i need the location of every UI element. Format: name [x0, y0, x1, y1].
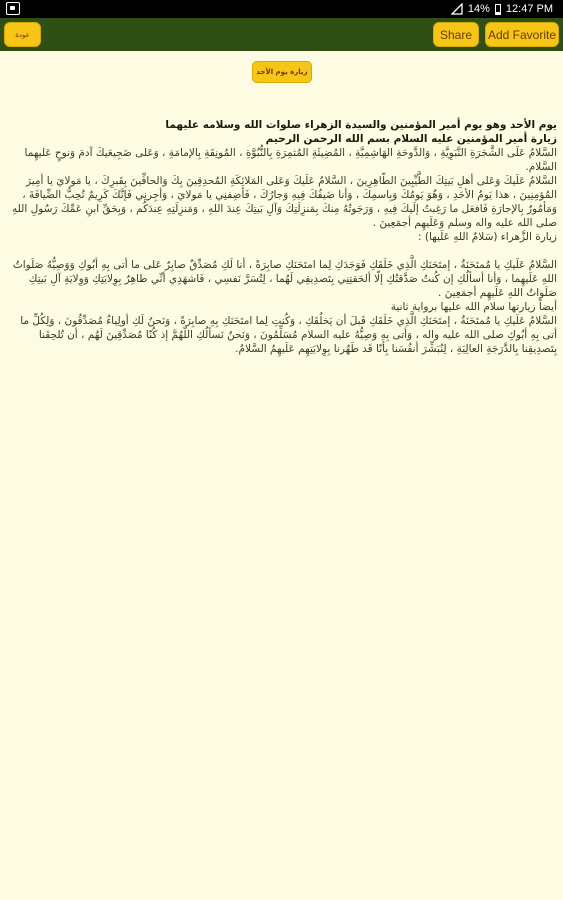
toolbar: [0, 18, 563, 51]
battery-percent: 14%: [467, 3, 490, 15]
status-bar: [0, 0, 563, 18]
signal-icon: [451, 3, 463, 15]
text-paragraph: السَّلامُ عَلَيكِ يا مُمتَحَنَةُ ، إمتَحَنَكِ الَّذِي خَلَقَكِ فَوَجَدَكِ لِما امتَحَنَكِ صابِرَةً ، أنا لَكِ مُصَدِّقٌ صابِرٌ عَلى ما أتى بِهِ أبُوكِ وَوَصِيُّهُ صَلَواتُ اللهِ عَلَيهِما ، وَأنا أسألُكِ إن كُنتُ صَدَّقتُكِ إلّا ألحَقتِنِي بِتَصدِيقِي لَهُما ، لِتُسَرَّ نَفسِي ، فَاشهَدِي أنِّي طاهِرٌ بِوِلايَتِكِ وَوِلايَةِ آلِ بَيتِكِ صَلَواتُ اللهِ عَلَيهِم أجمَعِينَ .: [12, 259, 557, 299]
prayer-text: [5, 118, 557, 356]
text-paragraph: زيارة أمير المؤمنين عليه السلام بسم الله الرحمن الرحيم: [265, 133, 557, 145]
text-paragraph: السَّلامُ عَلَيكَ وَعَلى أهلِ بَيتِكَ الطَّيِّبِينَ الطّاهِرِينَ ، السَّلامُ عَلَيكَ وَعَلى المَلائِكَةِ المُحدِقِينَ بِكَ وَالحافِّينَ بِقَبرِكَ ، يا مَولايَ يا أمِيرَ المُؤمِنِينَ ، هذا يَومُ الأحَدِ ، وَهُوَ يَومُكَ وَبِاسمِكَ ، وَأنا ضَيفُكَ فِيهِ وَجارُكَ ، فَأضِفنِي يا مَولايَ ، وَأجِرنِي فَإنَّكَ كَرِيمٌ تُحِبُّ الضِّيافَةَ ، وَمَأمُورٌ بِالإجارَةِ فَافعَل ما رَغِبتُ إلَيكَ فِيهِ ، وَرَجَوتُهُ مِنكَ بِمَنزِلَتِكَ وَآلِ بَيتِكَ عِندَ اللهِ ، وَمَنزِلَتِهِ عِندَكُم ، وَبِحَقِّ ابنِ عَمِّكَ رَسُولِ اللهِ صلى الله عليه واله وسلم وَعَلَيهِم أجمَعِينَ .: [12, 175, 557, 229]
add-favorite-button[interactable]: Add Favorite: [485, 22, 559, 47]
text-paragraph: السَّلامُ عَلَيكِ يا مُمتَحَنَةُ ، إمتَحَنَكِ الَّذِي خَلَقَكِ قَبلَ أن يَخلُقَكِ ، وَكُنتِ لِما امتَحَنَكِ بِهِ صابِرَةً ، وَنَحنُ لَكِ أولِياءُ مُصَدِّقُونَ ، وَلِكُلِّ ما أتى بِهِ أبُوكِ صلى الله عليه واله ، وَأتى بِهِ وَصِيُّهُ عليه السلام مُسَلِّمُونَ ، وَنَحنُ نَسألُكِ اللّهُمَّ إذ كُنّا مُصَدِّقِينَ لَهُم ، أن تُلحِقَنا بِتَصدِيقِنا بِالدَّرَجَةِ العالِيَةِ ، لِنُبَشِّرَ أنفُسَنا بِأنّا قَد طَهُرنا بِوِلايَتِهِم عَلَيهِمُ السَّلامُ.: [20, 315, 557, 355]
notification-image-icon: [6, 2, 20, 15]
status-right: [451, 0, 553, 18]
share-button[interactable]: Share: [433, 22, 479, 47]
clock: 12:47 PM: [505, 3, 553, 15]
text-paragraph: أيضاً زيارتها سلام الله عليها برواية ثانية: [390, 301, 557, 313]
page-title-button[interactable]: زيارة يوم الأحد: [252, 61, 312, 83]
back-button[interactable]: عودة: [4, 22, 41, 47]
text-paragraph: زيارة الزَّهراء (سَلامُ اللهِ عَلَيها) :: [417, 231, 557, 243]
text-paragraph: السَّلامُ عَلَى الشَّجَرَةِ النَّبَوِيَّةِ ، وَالدَّوحَةِ الهَاشِمِيَّةِ ، المُضِيئَةِ المُثمِرَةِ بِالنُّبُوَّةِ ، المُونِقَةِ بِالإمامَةِ ، وَعَلى ضَجِيعَيكَ آدمَ وَنوحٍ عَليهِما السَّلام.: [24, 147, 557, 173]
text-paragraph: يوم الأحد وهو يوم أمير المؤمنين والسيدة الزهراء صلوات الله وسلامه عليهما: [165, 119, 557, 131]
battery-icon: [495, 4, 501, 15]
